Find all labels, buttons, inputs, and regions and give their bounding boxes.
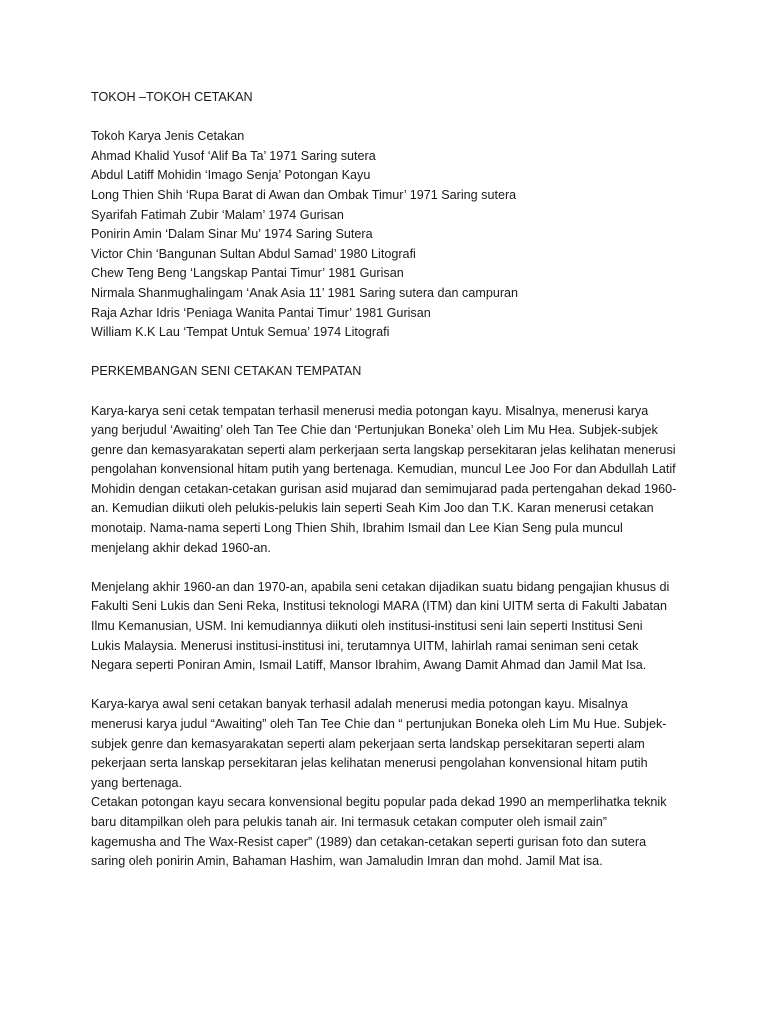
spacer: [91, 108, 691, 128]
paragraph-line: Ilmu Kemanusian, USM. Ini kemudiannya diikuti oleh institusi-institusi seni lain seperti Institusi Seni: [91, 619, 643, 634]
paragraph-line: pengolahan konvensional hitam putih yang bertenaga. Kemudian, muncul Lee Joo For dan Abdullah Latif: [91, 462, 676, 477]
paragraph-line: Fakulti Seni Lukis dan Seni Reka, Institusi teknologi MARA (ITM) dan kini UITM serta di Fakulti Jabatan: [91, 599, 668, 614]
paragraph-line: monotaip. Nama-nama seperti Long Thien Shih, Ibrahim Ismail dan Lee Kian Seng pula muncul: [91, 521, 623, 536]
paragraph-2: [91, 578, 691, 676]
paragraph-line: baru ditampilkan oleh para pelukis tanah air. Ini termasuk cetakan computer oleh ismail zain”: [91, 814, 607, 829]
list-item: Long Thien Shih ‘Rupa Barat di Awan dan Ombak Timur’ 1971 Saring sutera: [91, 187, 517, 202]
paragraph-line: Karya-karya awal seni cetakan banyak terhasil adalah menerusi media potongan kayu. Misalnya: [91, 697, 628, 712]
section-heading: PERKEMBANGAN SENI CETAKAN TEMPATAN: [91, 364, 362, 379]
paragraph-line: menjelang akhir dekad 1960-an.: [91, 540, 271, 555]
paragraph-line: Negara seperti Poniran Amin, Ismail Latiff, Mansor Ibrahim, Awang Damit Ahmad dan Jamil Mat Isa.: [91, 658, 647, 673]
list-item: Abdul Latiff Mohidin ‘Imago Senja’ Potongan Kayu: [91, 168, 371, 183]
paragraph-line: yang berjudul ‘Awaiting’ oleh Tan Tee Chie dan ‘Pertunjukan Boneka’ oleh Lim Mu Hea. Subjek-subjek: [91, 423, 658, 438]
paragraph-line: yang bertenaga.: [91, 775, 183, 790]
list-item: Victor Chin ‘Bangunan Sultan Abdul Samad’ 1980 Litografi: [91, 246, 416, 261]
list-item: Ahmad Khalid Yusof ‘Alif Ba Ta’ 1971 Saring sutera: [91, 148, 376, 163]
list-item: Raja Azhar Idris ‘Peniaga Wanita Pantai Timur’ 1981 Gurisan: [91, 305, 431, 320]
artist-list: [91, 127, 691, 343]
list-item: Nirmala Shanmughalingam ‘Anak Asia 11’ 1981 Saring sutera dan campuran: [91, 285, 519, 300]
spacer: [91, 676, 691, 696]
list-header: Tokoh Karya Jenis Cetakan: [91, 129, 245, 144]
list-item: William K.K Lau ‘Tempat Untuk Semua’ 1974 Litografi: [91, 325, 390, 340]
list-item: Syarifah Fatimah Zubir ‘Malam’ 1974 Gurisan: [91, 207, 344, 222]
paragraph-line: menerusi karya judul “Awaiting” oleh Tan Tee Chie dan “ pertunjukan Boneka oleh Lim Mu Hue. Subjek-: [91, 717, 667, 731]
paragraph-4: [91, 793, 691, 871]
spacer: [91, 558, 691, 578]
paragraph-1: [91, 402, 691, 559]
spacer: [91, 343, 691, 363]
paragraph-line: Mohidin dengan cetakan-cetakan gurisan asid mujarad dan semimujarad pada pertengahan dekad 1960-: [91, 481, 677, 496]
list-item: Ponirin Amin ‘Dalam Sinar Mu’ 1974 Saring Sutera: [91, 227, 373, 242]
paragraph-line: pekerjaan serta lanskap persekitaran jelas kelihatan menerusi pengolahan konvensional hitam putih: [91, 756, 648, 771]
paragraph-line: kagemusha and The Wax-Resist caper” (1989) dan cetakan-cetakan seperti gurisan foto dan sutera: [91, 834, 647, 849]
document-heading: TOKOH –TOKOH CETAKAN: [91, 90, 253, 104]
list-item: Chew Teng Beng ‘Langskap Pantai Timur’ 1981 Gurisan: [91, 266, 404, 281]
paragraph-line: Karya-karya seni cetak tempatan terhasil menerusi media potongan kayu. Misalnya, menerusi karya: [91, 403, 649, 418]
paragraph-line: an. Kemudian diikuti oleh pelukis-pelukis lain seperti Seah Kim Joo dan T.K. Karan menerusi cetakan: [91, 501, 654, 516]
paragraph-line: Cetakan potongan kayu secara konvensional begitu popular pada dekad 1990 an memperlihatka teknik: [91, 795, 667, 810]
paragraph-line: Lukis Malaysia. Menerusi institusi-institusi ini, terutamnya UITM, lahirlah ramai seniman seni cetak: [91, 638, 639, 653]
paragraph-line: genre dan kemasyarakatan seperti alam perkerjaan serta langskap persekitaran jelas kelihatan menerusi: [91, 442, 676, 457]
paragraph-line: subjek genre dan kemasyarakatan seperti alam pekerjaan serta landskap persekitaran seperti alam: [91, 736, 645, 751]
document-page: [91, 88, 691, 872]
spacer: [91, 382, 691, 402]
paragraph-line: Menjelang akhir 1960-an dan 1970-an, apabila seni cetakan dijadikan suatu bidang pengajian khusus di: [91, 579, 670, 594]
paragraph-3: [91, 695, 691, 793]
paragraph-line: saring oleh ponirin Amin, Bahaman Hashim, wan Jamaludin Imran dan mohd. Jamil Mat isa.: [91, 854, 603, 869]
